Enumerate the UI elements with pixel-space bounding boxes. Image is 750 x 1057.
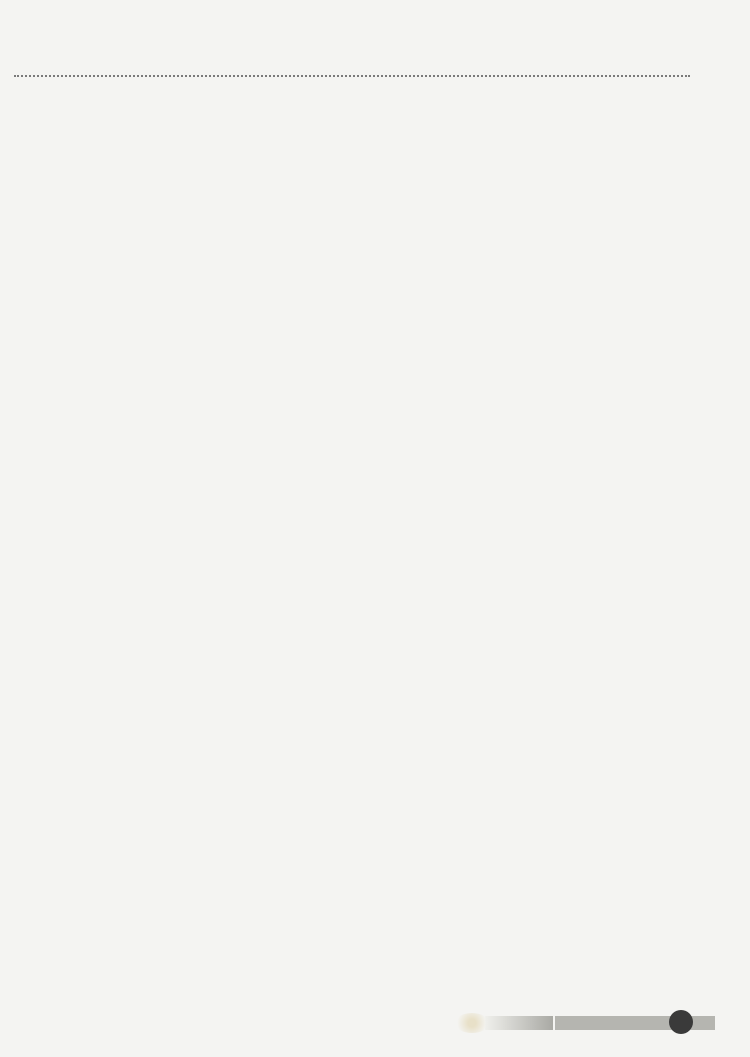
footer-sun-decoration	[455, 1013, 489, 1033]
footer-gradient-bar	[485, 1016, 553, 1030]
page-number	[669, 1010, 693, 1034]
page-footer	[455, 1010, 740, 1036]
top-dotted-rule	[14, 75, 690, 77]
